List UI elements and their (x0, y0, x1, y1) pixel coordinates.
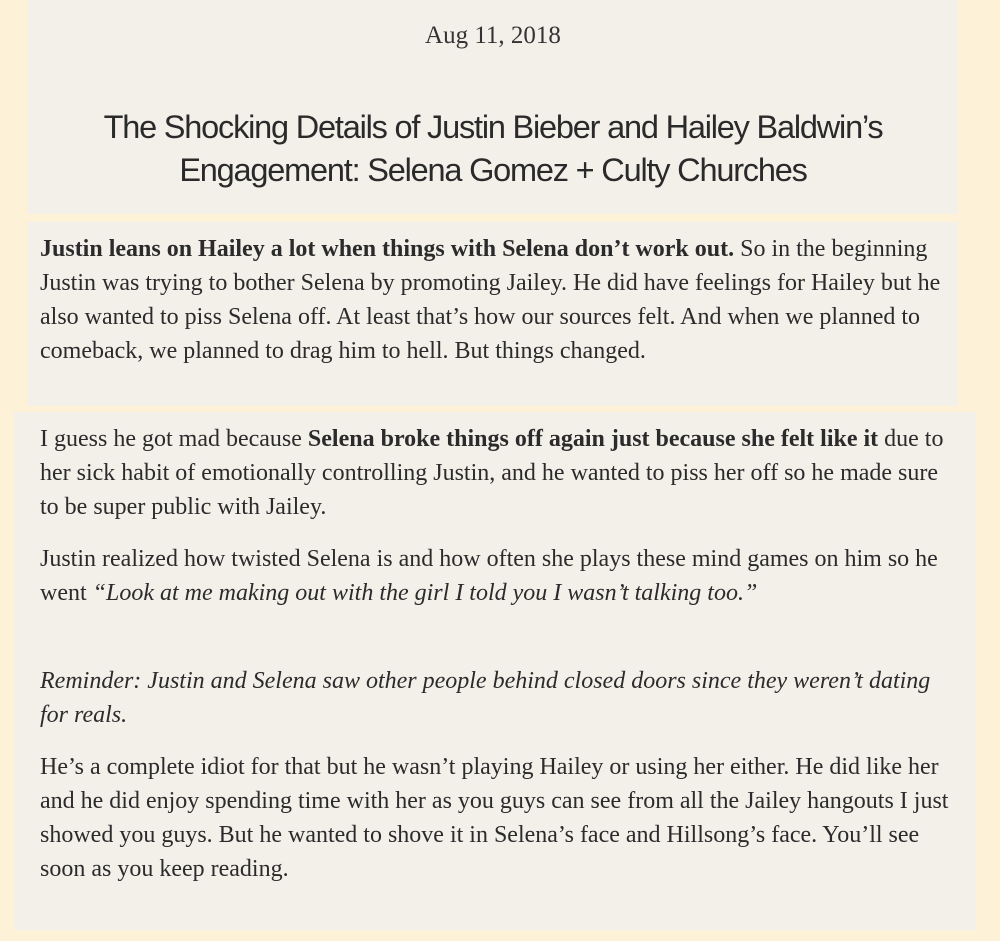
publish-date: Aug 11, 2018 (425, 22, 561, 49)
paragraph-4-reminder: Reminder: Justin and Selena saw other people behind closed doors since they weren’t dating for reals. (40, 668, 931, 728)
article-title-line-2: Engagement: Selena Gomez + Culty Churches (179, 152, 807, 188)
paragraph-1-text: So in the beginning Justin was trying to bother Selena by promoting Jailey. He did have feelings for Hailey but he also wanted to piss Selena off. At least that’s how our sources felt. And when we planned to comeback, we planned to drag him to hell. But things changed. (40, 236, 941, 364)
paragraph-2-bold: Selena broke things off again just because she felt like it (307, 426, 879, 452)
paragraph-1-bold: Justin leans on Hailey a lot when things with Selena don’t work out. (40, 236, 735, 262)
paragraph-1 (40, 232, 950, 368)
body-block (14, 412, 976, 930)
paragraph-4 (40, 664, 955, 732)
paragraph-3 (40, 542, 955, 610)
paragraph-2 (40, 422, 955, 524)
paragraph-3-text: Justin realized how twisted Selena is and how often she plays these mind games on him so he went (40, 546, 938, 606)
paragraph-3-quote: “Look at me making out with the girl I told you I wasn’t talking too.” (92, 580, 758, 606)
paragraph-2-text-before: I guess he got mad because (40, 426, 308, 452)
intro-block (28, 222, 958, 406)
article-title-line-1: The Shocking Details of Justin Bieber and Hailey Baldwin’s (103, 109, 883, 145)
paragraph-2-text-after: due to her sick habit of emotionally controlling Justin, and he wanted to piss her off so he made sure to be super public with Jailey. (40, 426, 944, 520)
article-title (48, 106, 938, 192)
paragraph-5: He’s a complete idiot for that but he wasn’t playing Hailey or using her either. He did like her and he did enjoy spending time with her as you guys can see from all the Jailey hangouts I just showed you guys. But he wanted to shove it in Selena’s face and Hillsong’s face. You’ll see soon as you keep reading. (40, 754, 949, 882)
article-header (28, 0, 958, 214)
